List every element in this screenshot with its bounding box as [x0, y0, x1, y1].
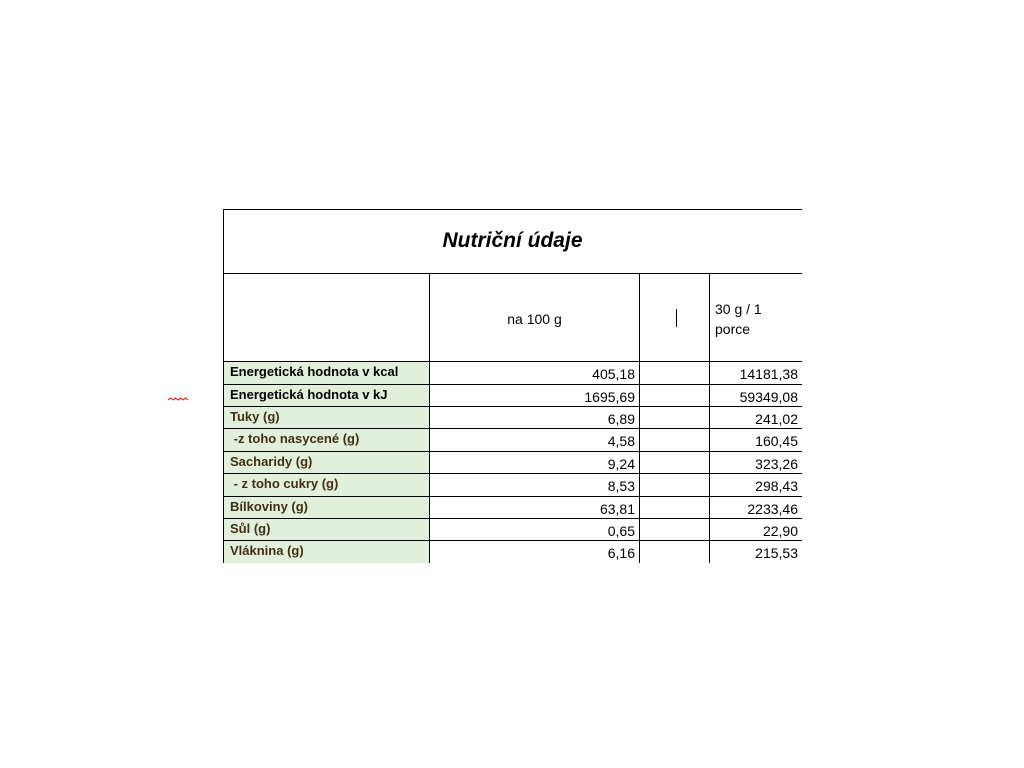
- row-divider: [223, 428, 802, 429]
- value-per-100g: 63,81: [599, 501, 635, 517]
- row-divider: [223, 384, 802, 385]
- value-per-portion: 241,02: [755, 411, 798, 427]
- value-per-100g: 6,89: [607, 411, 635, 427]
- header-portion: 30 g / 1 porce: [715, 301, 762, 337]
- value-per-100g: 405,18: [592, 366, 635, 382]
- title-bottom-border: [223, 273, 802, 274]
- value-per-portion: 14181,38: [739, 366, 798, 382]
- value-per-portion: 22,90: [762, 523, 798, 539]
- value-per-100g: 1695,69: [584, 389, 635, 405]
- value-per-100g: 0,65: [607, 523, 635, 539]
- row-divider: [223, 496, 802, 497]
- value-per-100g: 9,24: [607, 456, 635, 472]
- spellcheck-squiggle-icon: [168, 397, 188, 403]
- nutrition-table: [223, 209, 802, 563]
- row-label: Bílkoviny (g): [224, 497, 429, 518]
- value-per-portion: 323,26: [755, 456, 798, 472]
- row-label: -z toho nasycené (g): [224, 429, 429, 451]
- col-divider-2: [639, 273, 640, 563]
- row-divider: [223, 451, 802, 452]
- value-per-portion: 160,45: [755, 433, 798, 449]
- row-label: Tuky (g): [224, 407, 429, 428]
- table-title: Nutriční údaje: [442, 229, 583, 252]
- value-per-100g: 4,58: [607, 433, 635, 449]
- value-per-100g: 6,16: [607, 545, 635, 561]
- row-label: - z toho cukry (g): [224, 474, 429, 496]
- row-divider: [223, 473, 802, 474]
- text-cursor: [676, 309, 677, 327]
- value-per-100g: 8,53: [607, 478, 635, 494]
- row-label: Sůl (g): [224, 519, 429, 540]
- row-label: Energetická hodnota v kJ: [224, 385, 429, 406]
- row-label: Sacharidy (g): [224, 452, 429, 473]
- value-per-portion: 215,53: [755, 545, 798, 561]
- row-label: Vláknina (g): [224, 541, 429, 563]
- value-per-portion: 59349,08: [739, 389, 798, 405]
- value-per-portion: 298,43: [755, 478, 798, 494]
- row-divider: [223, 518, 802, 519]
- header-per-100g: na 100 g: [507, 311, 562, 327]
- row-divider: [223, 540, 802, 541]
- row-divider: [223, 406, 802, 407]
- value-per-portion: 2233,46: [747, 501, 798, 517]
- row-label: Energetická hodnota v kcal: [224, 362, 429, 384]
